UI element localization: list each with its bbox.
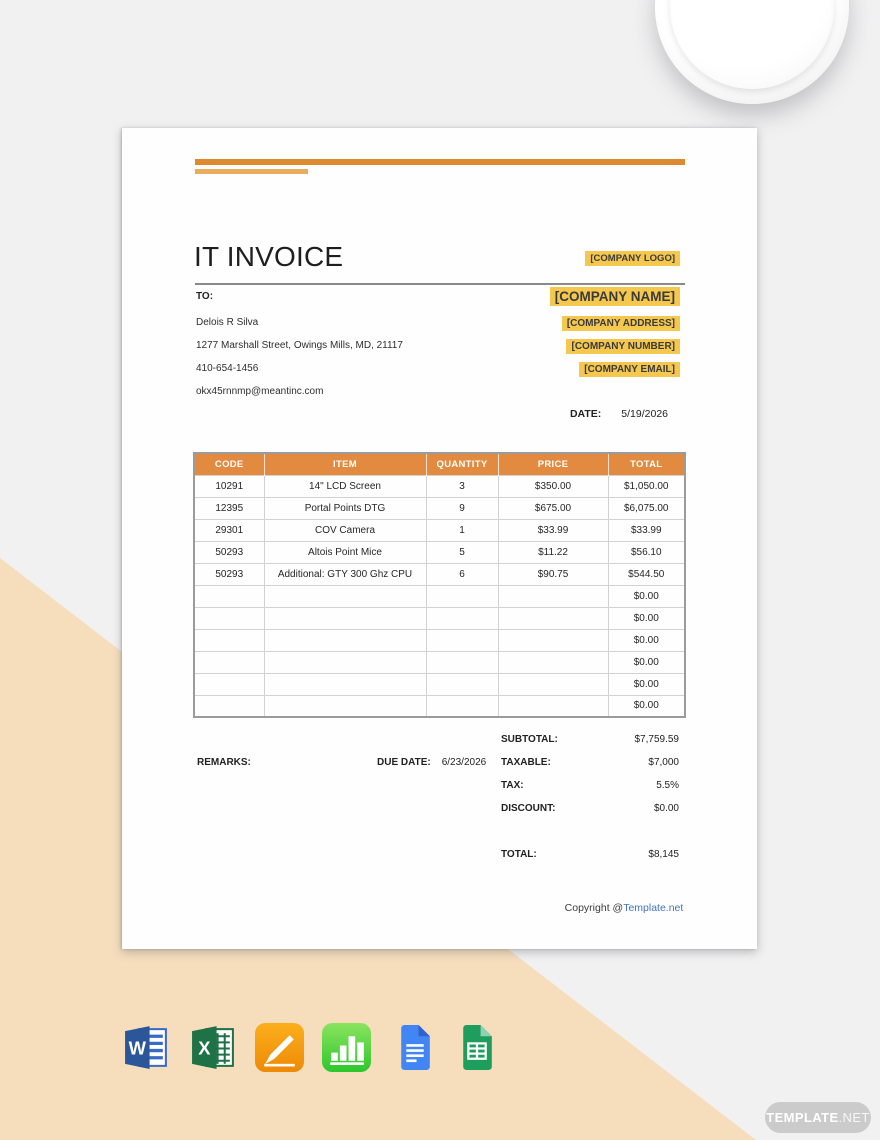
table-cell: $33.99 (498, 519, 608, 541)
company-logo-placeholder: [COMPANY LOGO] (585, 251, 680, 266)
company-address-placeholder: [COMPANY ADDRESS] (562, 316, 680, 331)
svg-text:W: W (128, 1037, 146, 1059)
svg-text:X: X (198, 1037, 211, 1059)
table-row (194, 673, 685, 695)
due-date-label: DUE DATE: (377, 757, 431, 768)
copyright-prefix: Copyright @ (564, 902, 624, 914)
table-cell (498, 651, 608, 673)
table-cell (498, 695, 608, 717)
table-cell: $0.00 (608, 607, 685, 629)
table-cell: 6 (426, 563, 498, 585)
accent-bar-short (195, 169, 308, 174)
tax-row (501, 780, 679, 791)
table-cell (426, 629, 498, 651)
subtotal-label: SUBTOTAL: (501, 734, 558, 745)
date-label: DATE: (569, 408, 602, 420)
table-cell: 29301 (194, 519, 264, 541)
table-cell: 9 (426, 497, 498, 519)
table-cell (426, 651, 498, 673)
invoice-date-row (570, 408, 668, 420)
table-cell (194, 695, 264, 717)
invoice-title: IT INVOICE (194, 241, 344, 272)
due-date-value: 6/23/2026 (441, 757, 487, 768)
table-cell: $1,050.00 (608, 475, 685, 497)
plate-inner-circle (670, 0, 834, 89)
table-cell (264, 651, 426, 673)
template-net-link[interactable]: Template.net (623, 902, 684, 914)
table-cell (194, 607, 264, 629)
table-cell: $544.50 (608, 563, 685, 585)
column-header: TOTAL (608, 453, 685, 475)
table-cell (426, 673, 498, 695)
table-row (194, 695, 685, 717)
table-cell: 50293 (194, 541, 264, 563)
taxable-label: TAXABLE: (501, 757, 551, 768)
table-row (194, 475, 685, 497)
table-cell (264, 607, 426, 629)
table-cell: $0.00 (608, 585, 685, 607)
table-row (194, 519, 685, 541)
table-cell: Altois Point Mice (264, 541, 426, 563)
table-row (194, 607, 685, 629)
table-cell (426, 695, 498, 717)
table-cell: $56.10 (608, 541, 685, 563)
table-cell: 1 (426, 519, 498, 541)
table-cell: 5 (426, 541, 498, 563)
subtotal-row (501, 734, 679, 745)
to-label: TO: (196, 291, 214, 302)
table-cell (498, 607, 608, 629)
client-name: Delois R Silva (196, 317, 259, 328)
table-cell: $6,075.00 (608, 497, 685, 519)
table-cell (264, 673, 426, 695)
table-cell (426, 607, 498, 629)
company-number-placeholder: [COMPANY NUMBER] (566, 339, 680, 354)
company-email-placeholder: [COMPANY EMAIL] (579, 362, 680, 377)
client-address: 1277 Marshall Street, Owings Mills, MD, 21117 (196, 340, 403, 351)
table-cell: 10291 (194, 475, 264, 497)
table-row (194, 497, 685, 519)
total-label: TOTAL: (501, 849, 537, 860)
discount-value: $0.00 (653, 803, 679, 814)
apple-numbers-icon[interactable] (322, 1023, 371, 1072)
date-value: 5/19/2026 (621, 408, 668, 420)
table-cell: 50293 (194, 563, 264, 585)
discount-label: DISCOUNT: (501, 803, 556, 814)
table-cell (264, 695, 426, 717)
copyright-line (524, 902, 724, 914)
column-header: CODE (194, 453, 264, 475)
header-divider (195, 283, 685, 285)
watermark-bold-text: TEMPLATE (766, 1110, 839, 1125)
table-cell: 12395 (194, 497, 264, 519)
microsoft-excel-icon[interactable] (189, 1023, 238, 1072)
column-header: ITEM (264, 453, 426, 475)
table-cell: $0.00 (608, 673, 685, 695)
microsoft-word-icon[interactable] (122, 1023, 171, 1072)
table-cell (264, 629, 426, 651)
table-cell: COV Camera (264, 519, 426, 541)
total-value: $8,145 (648, 849, 679, 860)
table-cell: Portal Points DTG (264, 497, 426, 519)
due-date-row (377, 757, 486, 768)
client-email: okx45rnnmp@meantinc.com (196, 386, 324, 397)
table-cell (426, 585, 498, 607)
invoice-document (122, 128, 757, 949)
table-cell (498, 673, 608, 695)
invoice-table (193, 452, 686, 718)
table-cell (194, 673, 264, 695)
table-cell: $675.00 (498, 497, 608, 519)
table-row (194, 629, 685, 651)
column-header: QUANTITY (426, 453, 498, 475)
tax-label: TAX: (501, 780, 524, 791)
table-row (194, 563, 685, 585)
google-sheets-icon[interactable] (452, 1023, 501, 1072)
table-cell: Additional: GTY 300 Ghz CPU (264, 563, 426, 585)
table-cell: 14" LCD Screen (264, 475, 426, 497)
table-cell: 3 (426, 475, 498, 497)
taxable-row (501, 757, 679, 768)
total-row (501, 849, 679, 860)
table-header-row (194, 453, 685, 475)
table-cell: $11.22 (498, 541, 608, 563)
table-cell: $0.00 (608, 695, 685, 717)
tax-value: 5.5% (656, 780, 679, 791)
watermark-light-text: .NET (838, 1110, 870, 1125)
template-net-watermark (765, 1102, 871, 1133)
accent-bar-long (195, 159, 685, 165)
table-cell: $90.75 (498, 563, 608, 585)
plate-photo (655, 0, 849, 104)
company-name-placeholder: [COMPANY NAME] (550, 287, 680, 306)
table-cell (194, 651, 264, 673)
table-cell: $0.00 (608, 629, 685, 651)
table-cell (498, 629, 608, 651)
table-cell: $350.00 (498, 475, 608, 497)
table-cell: $33.99 (608, 519, 685, 541)
column-header: PRICE (498, 453, 608, 475)
taxable-value: $7,000 (648, 757, 679, 768)
table-cell: $0.00 (608, 651, 685, 673)
subtotal-value: $7,759.59 (634, 734, 679, 745)
table-cell (498, 585, 608, 607)
table-cell (264, 585, 426, 607)
table-row (194, 651, 685, 673)
client-phone: 410-654-1456 (196, 363, 259, 374)
google-docs-icon[interactable] (390, 1023, 439, 1072)
table-row (194, 541, 685, 563)
table-cell (194, 629, 264, 651)
table-row (194, 585, 685, 607)
remarks-label: REMARKS: (197, 757, 251, 768)
discount-row (501, 803, 679, 814)
table-cell (194, 585, 264, 607)
apple-pages-icon[interactable] (255, 1023, 304, 1072)
